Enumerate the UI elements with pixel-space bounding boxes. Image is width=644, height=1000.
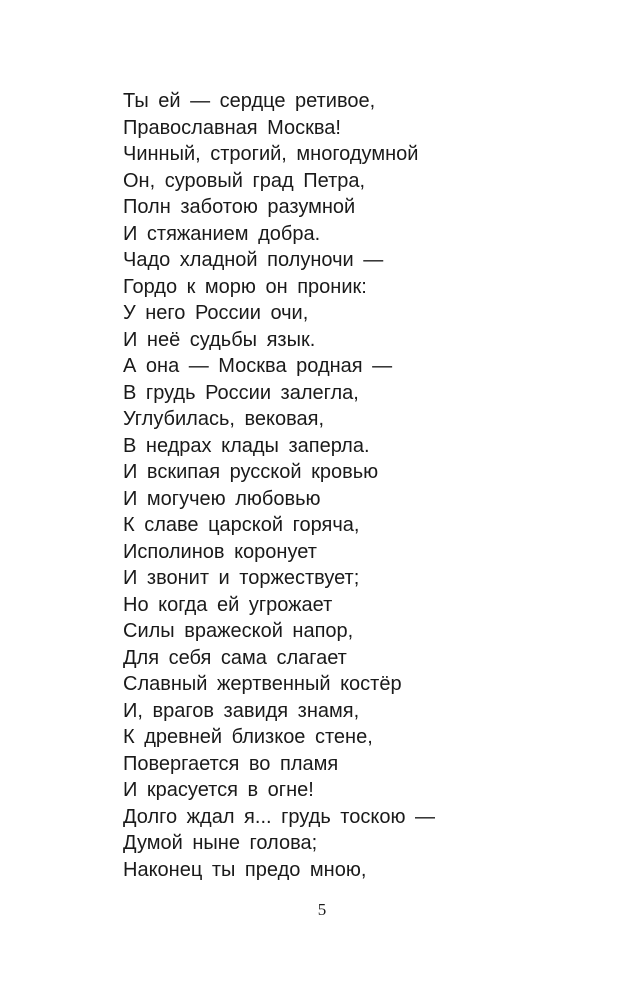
poem-line: Наконец ты предо мною, bbox=[123, 858, 367, 881]
poem-line: Чинный, строгий, многодумной bbox=[123, 143, 419, 165]
poem-line: К славе царской горяча, bbox=[123, 514, 360, 536]
poem-line: Православная Москва! bbox=[123, 116, 341, 139]
poem-line: Но когда ей угрожает bbox=[123, 593, 333, 616]
poem-line: И могучею любовью bbox=[123, 487, 321, 510]
poem-line: К древней близкое стене, bbox=[123, 726, 373, 748]
poem-line: И неё судьбы язык. bbox=[123, 328, 316, 351]
poem-line: Славный жертвенный костёр bbox=[123, 673, 402, 695]
poem-line: Повергается во пламя bbox=[123, 752, 339, 775]
poem-line: Полн заботою разумной bbox=[123, 196, 356, 218]
poem-line: И звонит и торжествует; bbox=[123, 567, 360, 589]
poem-line: И, врагов завидя знамя, bbox=[123, 699, 360, 722]
poem-line: Силы вражеской напор, bbox=[123, 620, 354, 642]
poem-line: А она — Москва родная — bbox=[123, 355, 393, 377]
poem-line: Углубилась, вековая, bbox=[123, 408, 325, 430]
page-number: 5 bbox=[317, 900, 327, 919]
poem-line: В грудь России залегла, bbox=[123, 381, 359, 404]
poem-text bbox=[123, 88, 435, 883]
poem-line: Для себя сама слагает bbox=[123, 646, 347, 669]
poem-line: И стяжанием добра. bbox=[123, 222, 321, 245]
poem-line: Ты ей — сердце ретивое, bbox=[123, 90, 376, 112]
poem-line: Он, суровый град Петра, bbox=[123, 169, 366, 192]
poem-line: И красуется в огне! bbox=[123, 779, 314, 801]
poem-line: Исполинов коронует bbox=[123, 540, 317, 563]
poem-line: Думой ныне голова; bbox=[123, 832, 318, 854]
poem-line: В недрах клады заперла. bbox=[123, 434, 370, 457]
poem-line: У него России очи, bbox=[123, 302, 309, 324]
poem-line: Гордо к морю он проник: bbox=[123, 275, 367, 298]
poem-line: И вскипая русской кровью bbox=[123, 461, 379, 483]
poem-line: Долго ждал я... грудь тоскою — bbox=[123, 805, 436, 828]
poem-line: Чадо хладной полуночи — bbox=[123, 249, 384, 271]
